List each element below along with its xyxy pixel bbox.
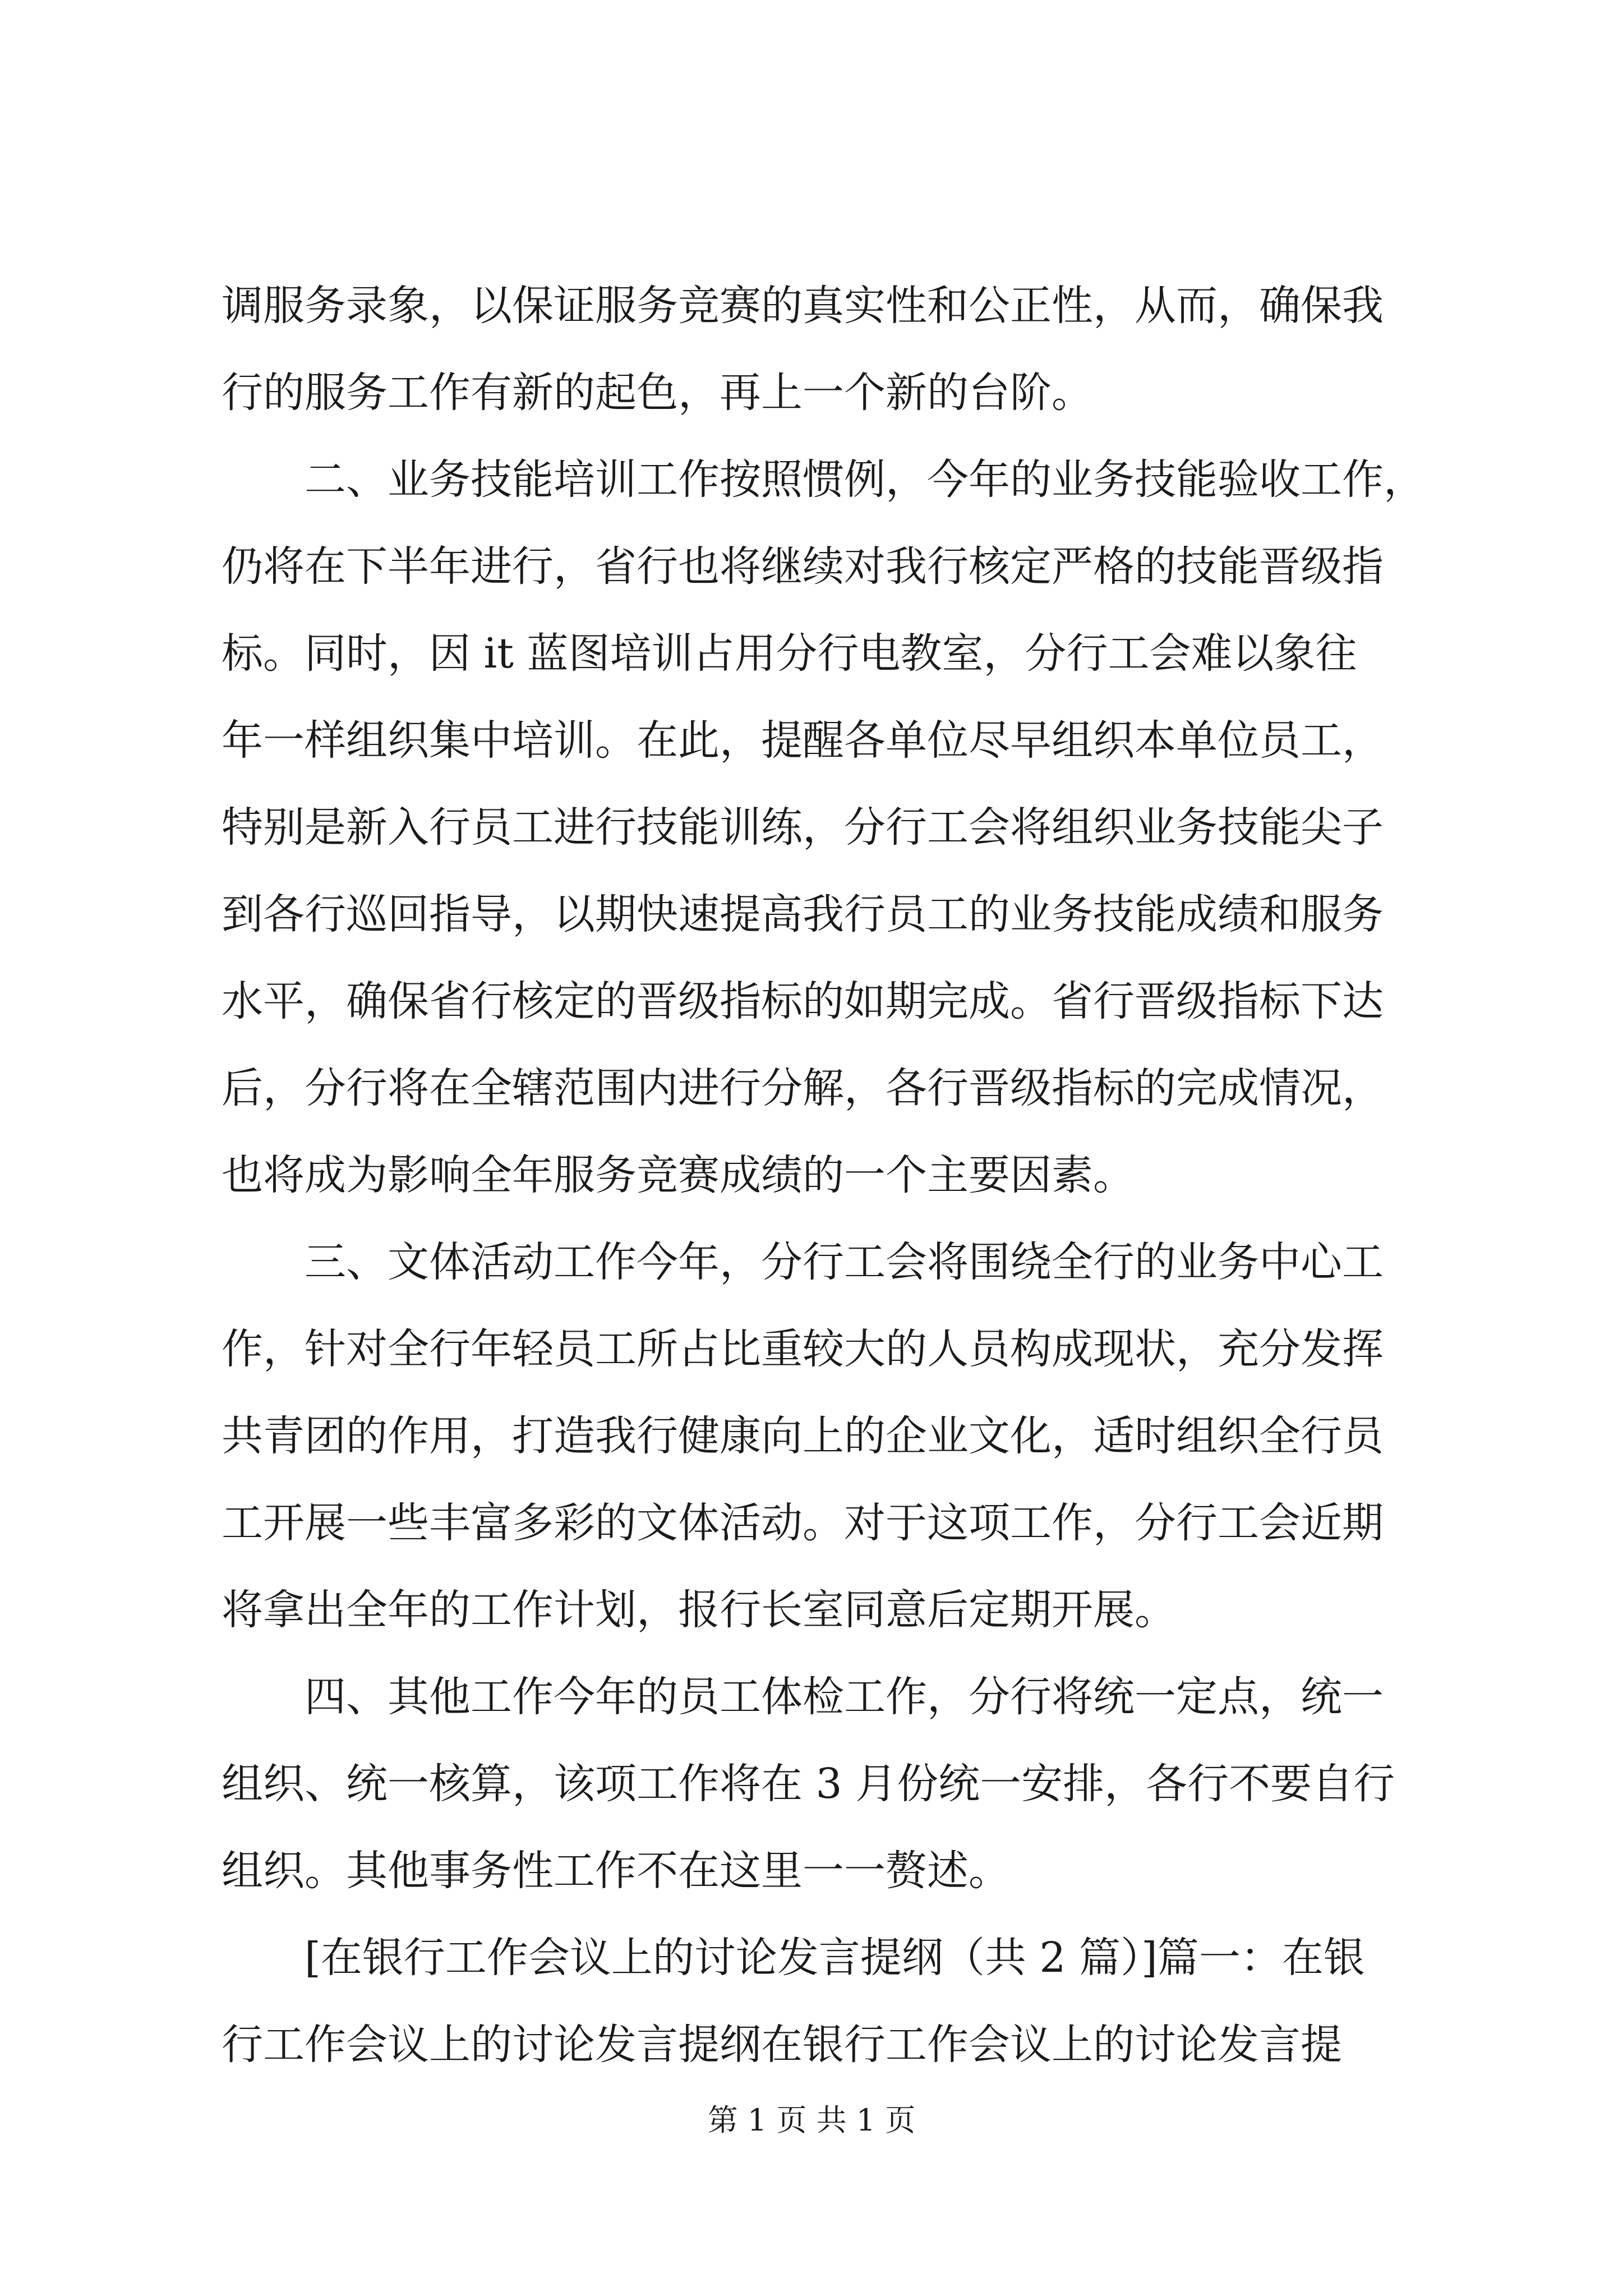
text-line: 水平，确保省行核定的晋级指标的如期完成。省行晋级指标下达	[222, 977, 1384, 1025]
page-footer: 第 1 页 共 1 页	[707, 2102, 916, 2138]
text-line: 行的服务工作有新的起色，再上一个新的台阶。	[222, 369, 1093, 417]
text-line: 也将成为影响全年服务竞赛成绩的一个主要因素。	[222, 1151, 1135, 1199]
text-line: 共青团的作用，打造我行健康向上的企业文化，适时组织全行员	[222, 1412, 1384, 1460]
text-line: 组织。其他事务性工作不在这里一一赘述。	[222, 1847, 1010, 1895]
text-line: 特别是新入行员工进行技能训练，分行工会将组织业务技能尖子	[222, 803, 1384, 852]
text-line: 标。同时，因 it 蓝图培训占用分行电教室，分行工会难以象往	[222, 629, 1357, 678]
text-line: 将拿出全年的工作计划，报行长室同意后定期开展。	[222, 1586, 1176, 1634]
text-line: 四、其他工作今年的员工体检工作，分行将统一定点，统一	[222, 1673, 1384, 1721]
document-body	[222, 263, 1428, 2088]
text-line: 行工作会议上的讨论发言提纲在银行工作会议上的讨论发言提	[222, 2021, 1342, 2069]
text-line: 二、业务技能培训工作按照惯例，今年的业务技能验收工作，	[222, 455, 1425, 504]
text-line: [在银行工作会议上的讨论发言提纲（共 2 篇）]篇一：在银	[222, 1934, 1365, 1982]
text-line: 仍将在下半年进行，省行也将继续对我行核定严格的技能晋级指	[222, 542, 1384, 591]
text-line: 后，分行将在全辖范围内进行分解，各行晋级指标的完成情况，	[222, 1064, 1384, 1112]
text-line: 作，针对全行年轻员工所占比重较大的人员构成现状，充分发挥	[222, 1325, 1384, 1373]
text-line: 到各行巡回指导，以期快速提高我行员工的业务技能成绩和服务	[222, 890, 1384, 938]
text-line: 调服务录象，以保证服务竞赛的真实性和公正性，从而，确保我	[222, 282, 1384, 330]
text-line: 年一样组织集中培训。在此，提醒各单位尽早组织本单位员工，	[222, 716, 1384, 765]
text-line: 工开展一些丰富多彩的文体活动。对于这项工作，分行工会近期	[222, 1499, 1384, 1547]
text-line: 三、文体活动工作今年，分行工会将围绕全行的业务中心工	[222, 1238, 1384, 1286]
text-line: 组织、统一核算，该项工作将在 3 月份统一安排，各行不要自行	[222, 1760, 1395, 1808]
